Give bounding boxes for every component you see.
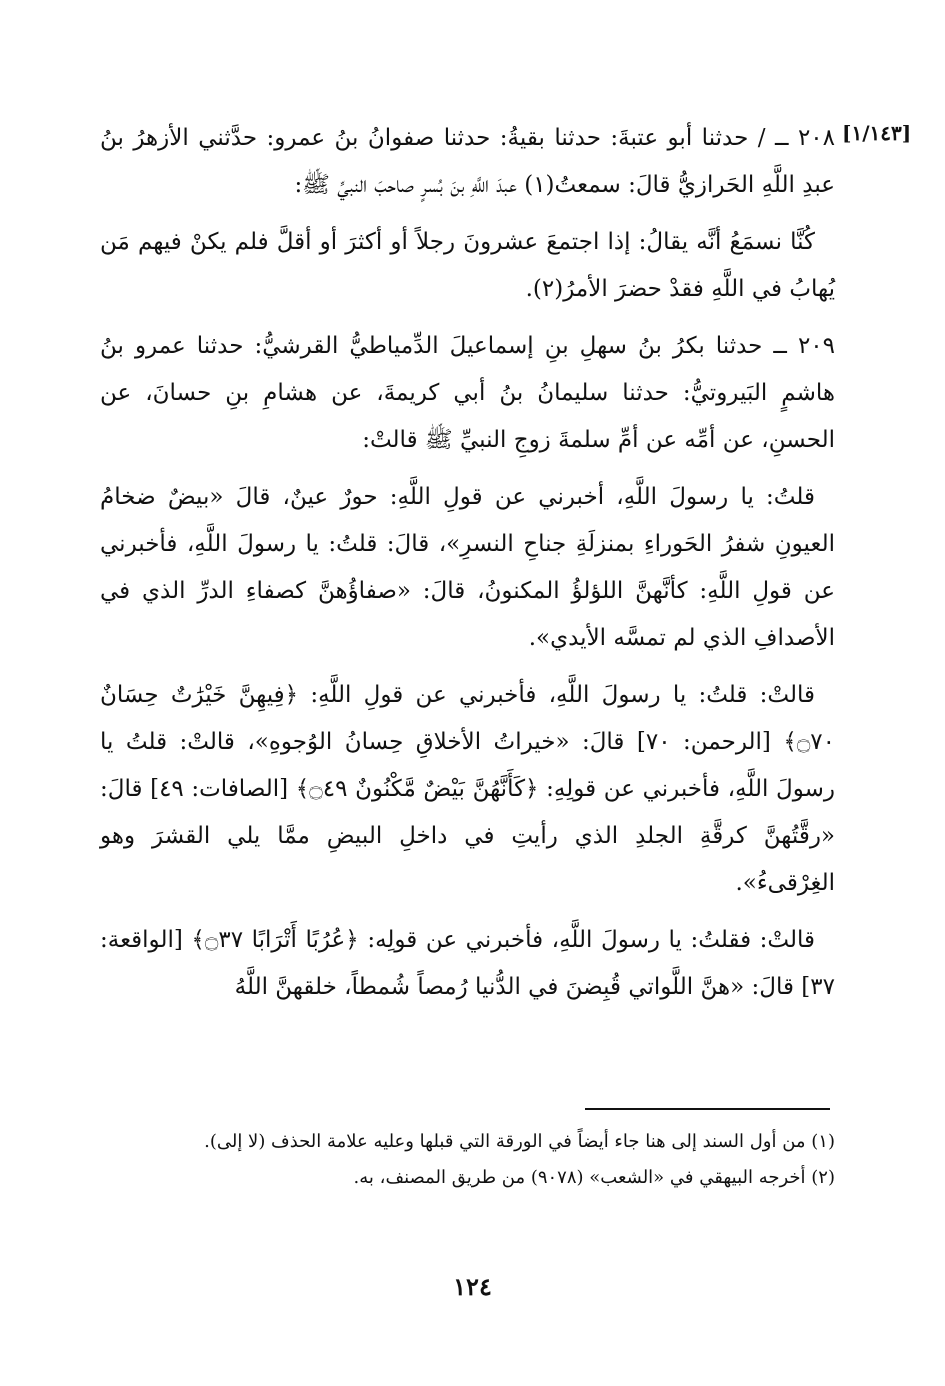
footnotes (100, 1124, 835, 1196)
footnote-1: (١) من أول السند إلى هنا جاء أيضاً في الورقة التي قبلها وعليه علامة الحذف (لا إلى). (204, 1131, 835, 1152)
footnote-separator (585, 1108, 830, 1110)
margin-reference: [١/١٤٣] (842, 121, 912, 145)
hadith-209-paragraph-1: قلتُ: يا رسولَ اللَّهِ، أخبرني عن قولِ اللَّهِ: حورٌ عينٌ، قالَ «بيضٌ ضخامُ العيونِ شفرُ الحَوراءِ بمنزلَةِ جناحِ النسرِ»، قالَ: قلتُ: يا رسولَ اللَّهِ، فأخبرني عن قولِ اللَّهِ: كأنَّهنَّ اللؤلؤُ المكنونُ، قالَ: «صفاؤُهنَّ كصفاءِ الدرِّ الذي في الأصدافِ الذي لم تمسَّه الأيدي». (100, 484, 835, 651)
hadith-209-paragraph-3: قالتْ: فقلتُ: يا رسولَ اللَّهِ، فأخبرني عن قولِه: ﴿عُرُبًا أَتْرَابًا ۝٣٧﴾ [الواقعة: ٣٧] قالَ: «هنَّ اللَّواتي قُبِضنَ في الدُّنيا رُمصاً شُمطاً، خلقهنَّ اللَّهُ (100, 927, 835, 1000)
hadith-208-matn: كُنَّا نسمَعُ أنَّه يقالُ: إذا اجتمعَ عشرونَ رجلاً أو أكثرَ أو أقلَّ فلم يكنْ فيهم مَن يُهابُ في اللَّهِ فقدْ حضرَ الأمرُ(٢). (100, 229, 835, 302)
page-number: ١٢٤ (453, 1272, 492, 1301)
hadith-208-isnad: ٢٠٨ ــ / حدثنا أبو عتبةَ: حدثنا بقيةُ: حدثنا صفوانُ بنُ عمرو: حدَّثني الأزهرُ بنُ عبدِ اللَّهِ الحَرازيُّ قالَ: سمعتُ(١) عبدَ اللَّهِ بنَ بُسرٍ صاحبَ النبيِّ ﷺ: (100, 125, 835, 198)
hadith-209-paragraph-2: قالتْ: قلتُ: يا رسولَ اللَّهِ، فأخبرني عن قولِ اللَّهِ: ﴿فِيهِنَّ خَيْرَٰتٌ حِسَانٌ ۝٧٠﴾ [الرحمن: ٧٠] قالَ: «خيراتُ الأخلاقِ حِسانُ الوُجوهِ»، قالتْ: قلتُ يا رسولَ اللَّهِ، فأخبرني عن قولِهِ: ﴿كَأَنَّهُنَّ بَيْضٌ مَّكْنُونٌ ۝٤٩﴾ [الصافات: ٤٩] قالَ: «رقَّتُهنَّ كرقَّةِ الجلدِ الذي رأيتِ في داخلِ البيضِ ممَّا يلي القشرَ وهو الغِرْقىءُ». (100, 682, 836, 896)
hadith-209-isnad: ٢٠٩ ــ حدثنا بكرُ بنُ سهلِ بنِ إسماعيلَ الدِّمياطيُّ القرشيُّ: حدثنا عمرو بنُ هاشمٍ البَيروتيُّ: حدثنا سليمانُ بنُ أبي كريمةَ، عن هشامِ بنِ حسانَ، عن الحسنِ، عن أمِّه عن أمِّ سلمةَ زوجِ النبيِّ ﷺ قالتْ: (100, 333, 835, 453)
footnote-2: (٢) أخرجه البيهقي في «الشعب» (٩٠٧٨) من طريق المصنف، به. (353, 1167, 835, 1188)
main-text (100, 115, 835, 1021)
